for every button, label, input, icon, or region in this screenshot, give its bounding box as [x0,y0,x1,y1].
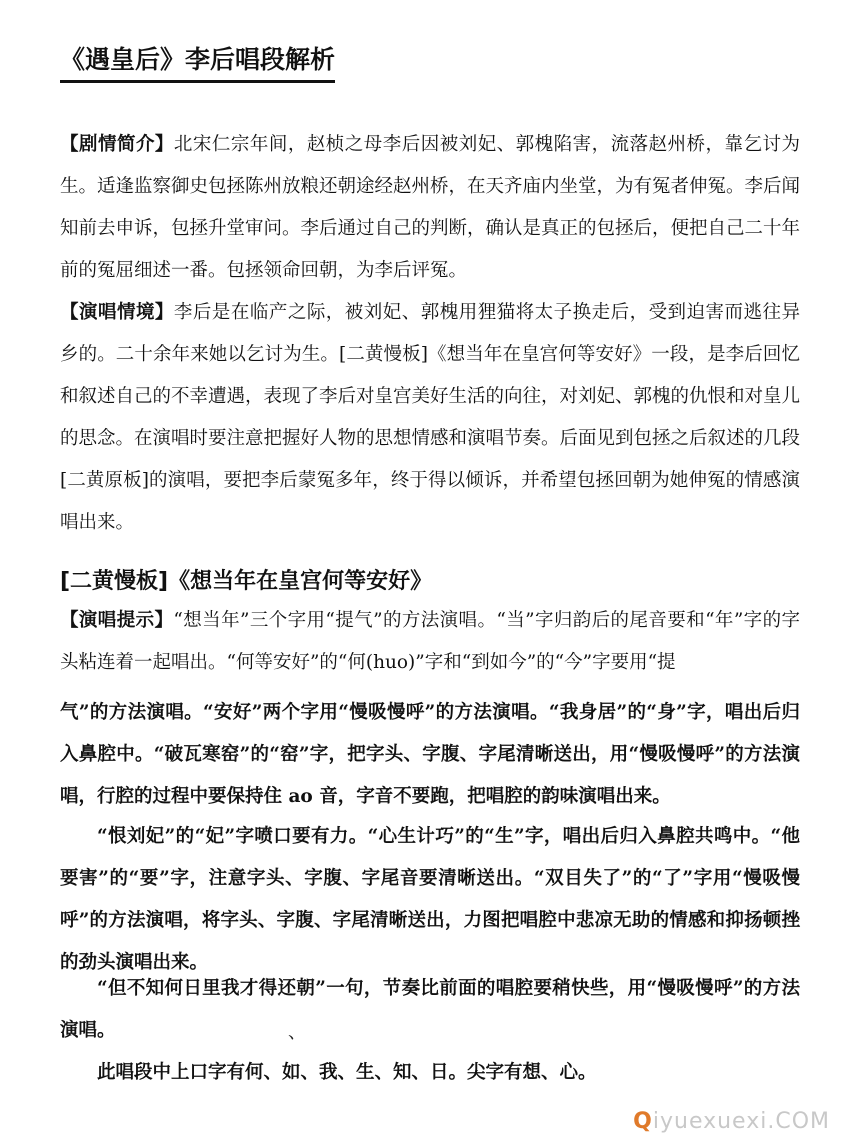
hate-liufei-paragraph: “恨刘妃”的“妃”字喷口要有力。“心生计巧”的“生”字，唱出后归入鼻腔共鸣中。“他要害”的“要”字，注意字头、字腹、字尾音要清晰送出。“双目失了”的“了”字用“慢吸慢呼”的方法演唱，将字头、字腹、字尾清晰送出，力图把唱腔中悲凉无助的情感和抑扬顿挫的劲头演唱出来。 [60,826,800,973]
site-watermark [633,1109,830,1134]
singing-tips-text: “想当年”三个字用“提气”的方法演唱。“当”字归韵后的尾音要和“年”字的字头粘连着一起唱出。“何等安好”的“何(huo)”字和“到如今”的“今”字要用“提 [60,610,800,673]
singing-context-label: 【演唱情境】 [60,302,174,323]
watermark-rest: iyuexuexi.COM [652,1109,830,1134]
watermark-q: Q [633,1109,653,1134]
plot-summary-text: 北宋仁宗年间，赵桢之母李后因被刘妃、郭槐陷害，流落赵州桥，靠乞讨为生。适逢监察御史包拯陈州放粮还朝途经赵州桥，在天齐庙内坐堂，为有冤者伸冤。李后闻知前去申诉，包拯升堂审问。李后通过自己的判断，确认是真正的包拯后，便把自己二十年前的冤屈细述一番。包拯领命回朝，为李后评冤。 [60,134,801,281]
special-characters-paragraph: 此唱段中上口字有何、如、我、生、知、日。尖字有想、心。 [97,1062,597,1083]
plot-summary-label: 【剧情简介】 [60,134,174,155]
stray-mark: 、 [288,1022,306,1043]
plot-summary-paragraph [60,124,800,292]
singing-context-paragraph [60,292,800,544]
singing-tips-label: 【演唱提示】 [60,610,174,631]
singing-context-text: 李后是在临产之际，被刘妃、郭槐用狸猫将太子换走后，受到迫害而逃往异乡的。二十余年来她以乞讨为生。[二黄慢板]《想当年在皇宫何等安好》一段，是李后回忆和叙述自己的不幸遭遇，表现了李后对皇宫美好生活的向往，对刘妃、郭槐的仇恨和对皇儿的思念。在演唱时要注意把握好人物的思想情感和演唱节奏。后面见到包拯之后叙述的几段[二黄原板]的演唱，要把李后蒙冤多年，终于得以倾诉，并希望包拯回朝为她伸冤的情感演唱出来。 [60,302,801,533]
page-title: 《遇皇后》李后唱段解析 [60,40,335,83]
rhythm-paragraph: “但不知何日里我才得还朝”一句，节奏比前面的唱腔要稍快些，用“慢吸慢呼”的方法演唱。 [60,978,800,1041]
singing-tips-continued: 气”的方法演唱。“安好”两个字用“慢吸慢呼”的方法演唱。“我身居”的“身”字，唱出后归入鼻腔中。“破瓦寒窑”的“窑”字，把字头、字腹、字尾清晰送出，用“慢吸慢呼”的方法演唱，行腔的过程中要保持住 ao 音，字音不要跑，把唱腔的韵味演唱出来。 [60,702,800,807]
singing-tips-paragraph [60,600,800,684]
aria-section-heading: [二黄慢板]《想当年在皇宫何等安好》 [60,569,433,594]
